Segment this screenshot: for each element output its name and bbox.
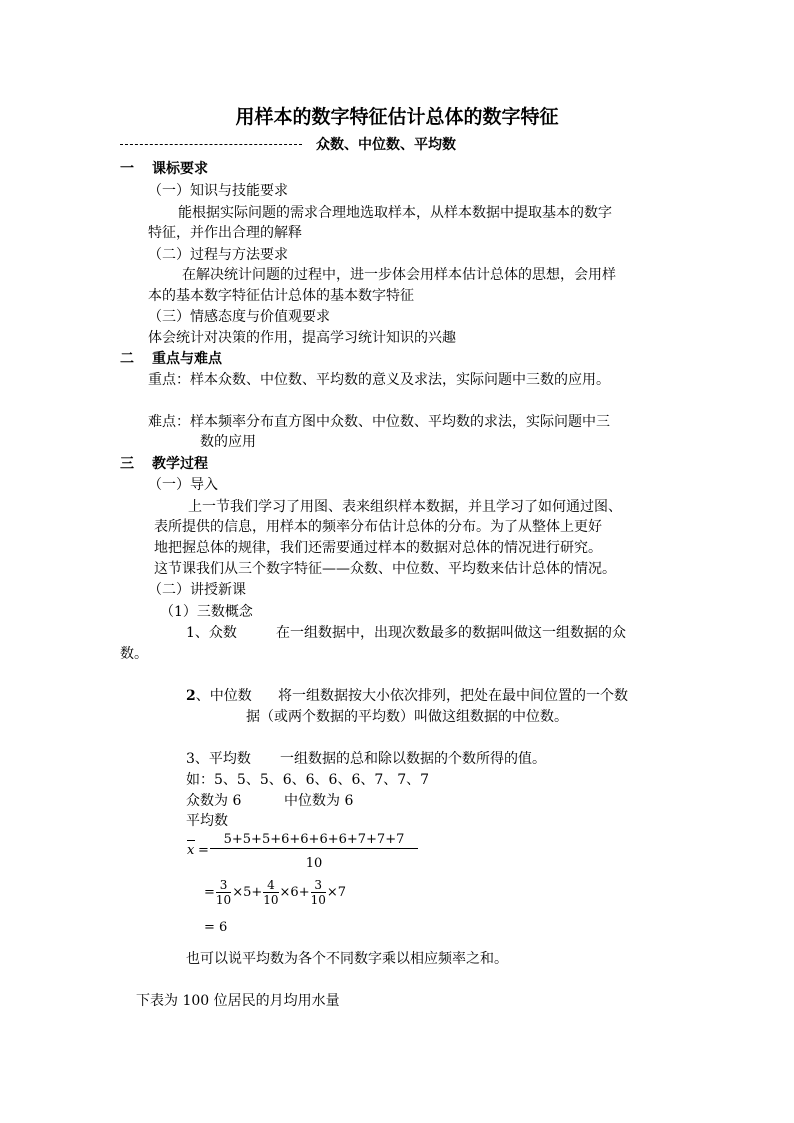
subsection-heading: （一）导入 bbox=[148, 477, 218, 493]
paragraph-line: 地把握总体的规律，我们还需要通过样本的数据对总体的情况进行研究。 bbox=[154, 540, 602, 556]
table-intro: 下表为 100 位居民的月均用水量 bbox=[136, 993, 340, 1009]
section-number-3: 三 bbox=[120, 456, 134, 472]
mean-variable: x bbox=[187, 843, 195, 858]
key-point: 重点：样本众数、中位数、平均数的意义及求法，实际问题中三数的应用。 bbox=[148, 372, 610, 388]
paragraph-line: 体会统计对决策的作用，提高学习统计知识的兴趣 bbox=[148, 330, 456, 346]
paragraph-line: 特征，并作出合理的解释 bbox=[148, 225, 302, 241]
dashed-rule bbox=[120, 144, 302, 145]
difficult-point: 难点：样本频率分布直方图中众数、中位数、平均数的求法，实际问题中三 bbox=[148, 414, 610, 430]
fraction-denominator: 10 bbox=[215, 893, 232, 907]
equals-sign: = bbox=[204, 885, 215, 900]
definition-text: 数。 bbox=[120, 646, 148, 662]
section-number-1: 一 bbox=[120, 161, 134, 177]
fraction bbox=[311, 878, 326, 907]
formula-term: ×5+ bbox=[232, 885, 263, 900]
fraction-numerator: 4 bbox=[263, 878, 278, 893]
fraction-denominator: 10 bbox=[263, 893, 279, 907]
section-heading-2: 重点与难点 bbox=[152, 351, 222, 367]
subtitle: 众数、中位数、平均数 bbox=[316, 137, 456, 153]
definition-text: 据（或两个数据的平均数）叫做这组数据的中位数。 bbox=[246, 709, 568, 725]
section-number-2: 二 bbox=[120, 351, 134, 367]
fraction bbox=[263, 878, 278, 907]
mode-result: 众数为 6 bbox=[186, 793, 242, 809]
paragraph-line: 上一节我们学习了用图、表来组织样本数据，并且学习了如何通过图、 bbox=[188, 499, 622, 515]
example-data: 如：5、5、5、6、6、6、6、7、7、7 bbox=[186, 772, 430, 788]
definition-text: 一组数据的总和除以数据的个数所得的值。 bbox=[280, 751, 546, 767]
definition-text: 将一组数据按大小依次排列，把处在最中间位置的一个数 bbox=[278, 688, 628, 704]
formula-denominator: 10 bbox=[305, 856, 323, 871]
formula-expansion bbox=[204, 878, 346, 907]
overline-bar bbox=[187, 840, 195, 841]
formula-result: = 6 bbox=[204, 920, 228, 935]
subsection-heading: （1）三数概念 bbox=[160, 604, 253, 620]
mean-label: 平均数 bbox=[186, 813, 228, 829]
paragraph-line: 这节课我们从三个数字特征——众数、中位数、平均数来估计总体的情况。 bbox=[154, 561, 616, 577]
fraction bbox=[216, 878, 231, 907]
paragraph-line: 本的基本数字特征估计总体的基本数字特征 bbox=[148, 288, 414, 304]
definition-term: 、中位数 bbox=[195, 688, 252, 704]
fraction-numerator: 3 bbox=[311, 878, 326, 893]
paragraph-line: 能根据实际问题的需求合理地选取样本，从样本数据中提取基本的数字 bbox=[178, 205, 612, 221]
median-result: 中位数为 6 bbox=[284, 793, 354, 809]
definition-term-mode: 1、众数 bbox=[186, 625, 237, 641]
section-heading-3: 教学过程 bbox=[152, 456, 208, 472]
subsection-heading: （一）知识与技能要求 bbox=[148, 183, 288, 199]
formula-term: ×6+ bbox=[279, 885, 310, 900]
subsection-heading: （二）讲授新课 bbox=[148, 582, 246, 598]
subsection-heading: （二）过程与方法要求 bbox=[148, 247, 288, 263]
definition-number: 2 bbox=[186, 688, 196, 704]
paragraph-line: 表所提供的信息，用样本的频率分布估计总体的分布。为了从整体上更好 bbox=[154, 519, 602, 535]
formula-term: ×7 bbox=[326, 885, 347, 900]
paragraph-line: 数的应用 bbox=[200, 434, 256, 450]
paragraph-line: 在解决统计问题的过程中，进一步体会用样本估计总体的思想，会用样 bbox=[182, 267, 616, 283]
mean-note: 也可以说平均数为各个不同数字乘以相应频率之和。 bbox=[186, 951, 508, 967]
subsection-heading: （三）情感态度与价值观要求 bbox=[148, 309, 330, 325]
formula-numerator: 5+5+5+6+6+6+6+7+7+7 bbox=[210, 832, 418, 849]
fraction-denominator: 10 bbox=[310, 893, 326, 907]
definition-term-median bbox=[186, 687, 252, 705]
equals-sign: = bbox=[198, 843, 209, 858]
section-heading-1: 课标要求 bbox=[152, 161, 208, 177]
definition-text: 在一组数据中，出现次数最多的数据叫做这一组数据的众 bbox=[276, 625, 626, 641]
fraction-numerator: 3 bbox=[216, 878, 231, 893]
definition-term-mean: 3、平均数 bbox=[186, 751, 251, 767]
page-title: 用样本的数字特征估计总体的数字特征 bbox=[235, 106, 559, 128]
